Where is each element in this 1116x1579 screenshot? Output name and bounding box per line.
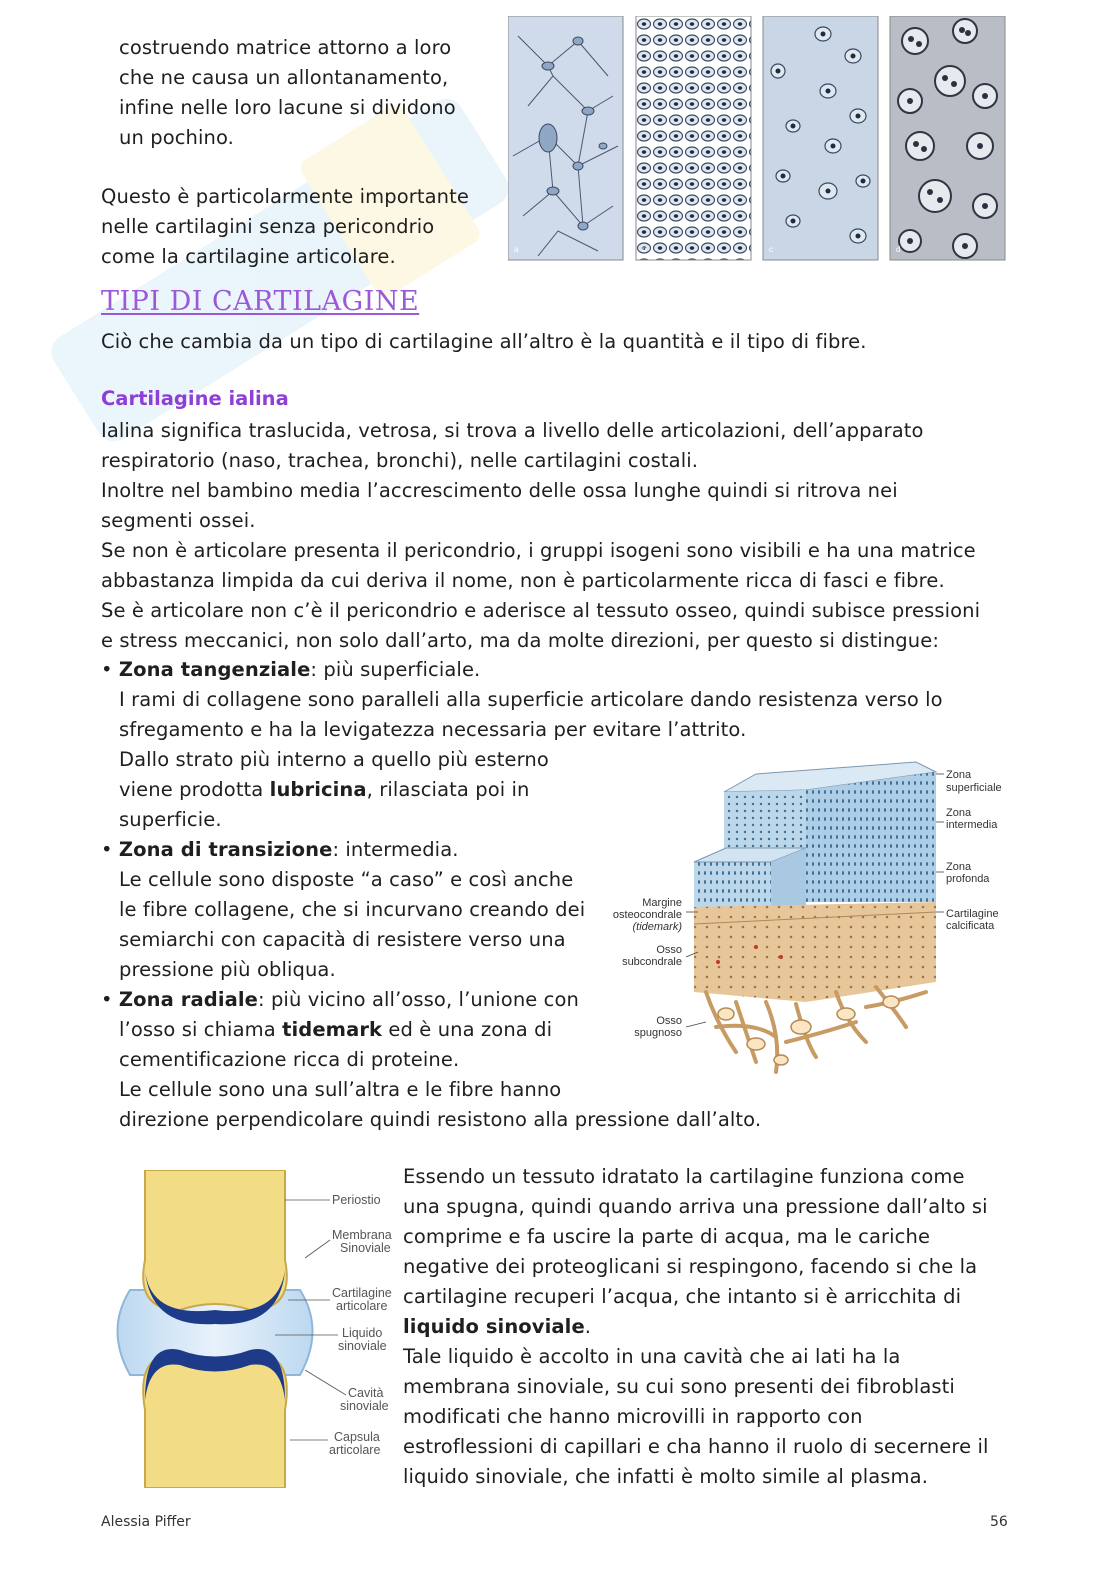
label: (tidemark) [632, 921, 682, 933]
label: Cartilagine [946, 908, 999, 920]
panel-label: b [642, 245, 647, 254]
text-line: estroflessioni di capillari e cha hanno il ruolo di secernere il [403, 1435, 989, 1458]
label: superficiale [946, 782, 1002, 794]
panel-label: a [514, 245, 519, 254]
label: sinoviale [340, 1399, 389, 1413]
label: articolare [329, 1443, 381, 1457]
text-line: le fibre collagene, che si incurvano creando dei [119, 898, 586, 921]
page-number: 56 [990, 1514, 1008, 1530]
label: Sinoviale [340, 1241, 391, 1255]
label: Osso [656, 1015, 682, 1027]
text-line: cartilagine recuperi l’acqua, che intanto si è arricchita di [403, 1285, 962, 1308]
text-span: : più superficiale. [310, 658, 481, 681]
intro-continuation [119, 33, 456, 153]
text-line: e stress meccanici, non solo dall’arto, ma da molte direzioni, per questo si distingue: [101, 629, 939, 652]
label: Osso [656, 944, 682, 956]
zone-title: Zona di transizione [118, 838, 333, 861]
text-span: : intermedia. [332, 838, 459, 861]
text-line: abbastanza limpida da cui deriva il nome, non è particolarmente ricca di fasci e fibre. [101, 569, 945, 592]
text-span: . [584, 1315, 592, 1338]
zone-title: Zona radiale [118, 988, 258, 1011]
synovial-joint-figure [100, 1170, 405, 1488]
section-intro: Ciò che cambia da un tipo di cartilagine all’altro è la quantità e il tipo di fibre. [101, 330, 867, 353]
text-line: Ialina significa traslucida, vetrosa, si trova a livello delle articolazioni, dell’apparato [101, 419, 924, 442]
subsection-title: Cartilagine ialina [101, 387, 289, 410]
panel-c [763, 16, 878, 260]
label: Capsula [334, 1430, 380, 1444]
text-line: Se non è articolare presenta il pericondrio, i gruppi isogeni sono visibili e ha una matrice [101, 539, 976, 562]
text-line: costruendo matrice attorno a loro [119, 36, 452, 59]
text-line: Questo è particolarmente importante [101, 185, 469, 208]
zone-title: Zona tangenziale [118, 658, 311, 681]
text-line: pressione più obliqua. [119, 958, 336, 981]
text-line: come la cartilagine articolare. [101, 245, 396, 268]
text-line: nelle cartilagini senza pericondrio [101, 215, 435, 238]
text-line: liquido sinoviale, che infatti è molto simile al plasma. [403, 1465, 928, 1488]
text-line: segmenti ossei. [101, 509, 256, 532]
panel-d [890, 16, 1005, 260]
text-line [403, 1312, 989, 1342]
label: Margine [642, 897, 682, 909]
label: intermedia [946, 819, 998, 831]
label: sinoviale [338, 1339, 387, 1353]
figure-labels [329, 1193, 392, 1457]
bullet: • [101, 838, 113, 861]
text-line: superficie. [119, 808, 222, 831]
label: Liquido [342, 1326, 383, 1340]
list-item [101, 655, 943, 685]
label: Zona [946, 769, 972, 781]
text-line: direzione perpendicolare quindi resistono alla pressione dall’alto. [119, 1108, 762, 1131]
bullet: • [101, 988, 113, 1011]
text-line: infine nelle loro lacune si dividono [119, 96, 456, 119]
articular-cartilage-figure [606, 752, 1012, 1082]
label: articolare [336, 1299, 388, 1313]
text-line: membrana sinoviale, su cui sono presenti dei fibroblasti [403, 1375, 955, 1398]
hyaline-paragraph [101, 416, 980, 656]
text-line: Inoltre nel bambino media l’accrescimento delle ossa lunghe quindi si ritrova nei [101, 479, 898, 502]
text-line: semiarchi con capacità di resistere verso una [119, 928, 566, 951]
bold-term: liquido sinoviale [403, 1315, 585, 1338]
label: spugnoso [634, 1027, 682, 1039]
text-line: una spugna, quindi quando arriva una pressione dall’alto si [403, 1195, 988, 1218]
label: Cavità [348, 1386, 384, 1400]
text-line: Le cellule sono disposte “a caso” e così anche [119, 868, 574, 891]
panel-a [508, 16, 623, 260]
synovial-paragraph [403, 1162, 989, 1492]
label: profonda [946, 873, 990, 885]
label: Zona [946, 861, 972, 873]
text-line: un pochino. [119, 126, 234, 149]
label: subcondrale [622, 956, 682, 968]
label: calcificata [946, 920, 995, 932]
section-title: TIPI DI CARTILAGINE [101, 286, 420, 317]
panel-label: d [896, 245, 901, 254]
text-line: I rami di collagene sono paralleli alla superficie articolare dando resistenza verso lo [119, 688, 943, 711]
label: Cartilagine [332, 1286, 392, 1300]
text-line: Essendo un tessuto idratato la cartilagine funziona come [403, 1165, 965, 1188]
text-line: Tale liquido è accolto in una cavità che ai lati ha la [403, 1345, 901, 1368]
text-line: Le cellule sono una sull’altra e le fibre hanno [119, 1078, 562, 1101]
text-span: , rilasciata poi in [366, 778, 530, 801]
text-span: ed è una zona di [382, 1018, 553, 1041]
footer-author: Alessia Piffer [101, 1514, 191, 1530]
text-line: negative dei proteoglicani si respingono, facendo si che la [403, 1255, 978, 1278]
text-span: : più vicino all’osso, l’unione con [257, 988, 579, 1011]
label: Zona [946, 807, 972, 819]
text-span: l’osso si chiama [119, 1018, 283, 1041]
text-line: cementificazione ricca di proteine. [119, 1048, 460, 1071]
text-line: modificati che hanno microvilli in rapporto con [403, 1405, 863, 1428]
cartilage-cells-figure [508, 16, 1008, 264]
text-line: comprime e fa uscire la parte di acqua, ma le cariche [403, 1225, 931, 1248]
label: Membrana [332, 1228, 392, 1242]
panel-label: c [769, 245, 773, 254]
text-line: Dallo strato più interno a quello più esterno [119, 748, 549, 771]
bold-term: lubricina [269, 778, 367, 801]
label: Periostio [332, 1193, 381, 1207]
text-line: sfregamento e ha la levigatezza necessaria per evitare l’attrito. [119, 718, 747, 741]
text-line: respiratorio (naso, trachea, bronchi), nelle cartilagini costali. [101, 449, 699, 472]
text-line: Se è articolare non c’è il pericondrio e aderisce al tessuto osseo, quindi subisce pressioni [101, 599, 981, 622]
text-span: viene prodotta [119, 778, 270, 801]
intro-note [101, 182, 469, 272]
bullet: • [101, 658, 113, 681]
label: osteocondrale [612, 909, 682, 921]
bold-term: tidemark [282, 1018, 383, 1041]
panel-b [636, 16, 751, 260]
text-line: che ne causa un allontanamento, [119, 66, 449, 89]
